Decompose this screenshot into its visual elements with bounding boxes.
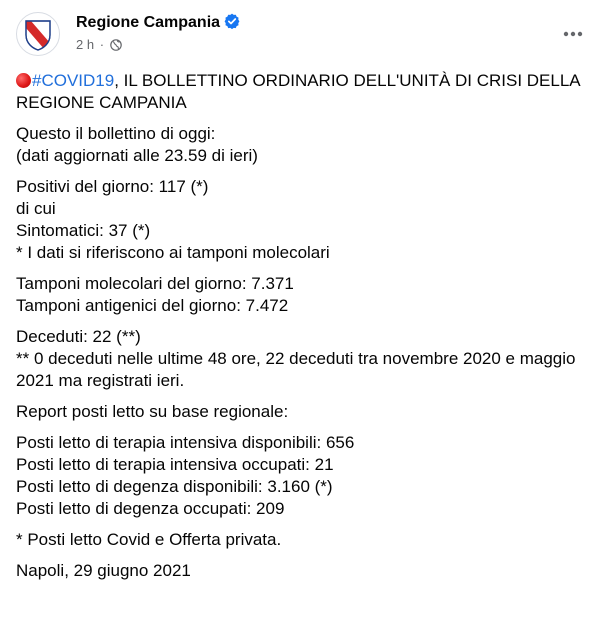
hashtag-link[interactable]: #COVID19 (32, 71, 115, 90)
page-name-text[interactable]: Regione Campania (76, 14, 221, 31)
post-timestamp[interactable]: 2 h (76, 37, 95, 52)
positivi-paragraph (16, 176, 595, 264)
text-line: * I dati si riferiscono ai tamponi molecolari (16, 243, 330, 262)
post-meta (76, 36, 122, 54)
globe-icon[interactable] (110, 39, 122, 51)
text-line: (dati aggiornati alle 23.59 di ieri) (16, 146, 258, 165)
tamponi-paragraph (16, 273, 595, 317)
text-line: Questo il bollettino di oggi: (16, 124, 216, 143)
post-header (16, 12, 591, 56)
campania-coat-of-arms-icon (17, 13, 59, 55)
text-line: Tamponi antigenici del giorno: 7.472 (16, 296, 289, 315)
text-line: * Posti letto Covid e Offerta privata. (16, 530, 282, 549)
text-line: Posti letto di terapia intensiva disponibili: 656 (16, 433, 355, 452)
text-line: Posti letto di terapia intensiva occupati: 21 (16, 455, 334, 474)
avatar[interactable] (16, 12, 60, 56)
text-line: ** 0 deceduti nelle ultime 48 ore, 22 deceduti tra novembre 2020 e maggio 2021 ma registrati ieri. (16, 349, 576, 390)
text-line: di cui (16, 199, 56, 218)
deceduti-paragraph (16, 326, 595, 392)
text-line: Tamponi molecolari del giorno: 7.371 (16, 274, 294, 293)
intro-paragraph (16, 123, 595, 167)
posti-paragraph (16, 432, 595, 520)
text-line: Posti letto di degenza disponibili: 3.160 (*) (16, 477, 333, 496)
text-line: Positivi del giorno: 117 (*) (16, 177, 209, 196)
more-horizontal-icon (563, 31, 583, 37)
post-content (16, 70, 595, 591)
post-headline (16, 70, 595, 114)
text-line: Deceduti: 22 (**) (16, 327, 141, 346)
more-options-button[interactable] (555, 16, 591, 52)
meta-separator: · (99, 37, 105, 52)
verified-badge-icon (224, 13, 240, 29)
page-name[interactable] (76, 12, 240, 34)
note-paragraph (16, 529, 595, 551)
signature-paragraph (16, 560, 595, 582)
report-paragraph (16, 401, 595, 423)
text-line: Napoli, 29 giugno 2021 (16, 561, 191, 580)
text-line: Sintomatici: 37 (*) (16, 221, 151, 240)
red-circle-icon (16, 73, 31, 88)
headline-text: , IL BOLLETTINO ORDINARIO DELL'UNITÀ DI CRISI DELLA REGIONE CAMPANIA (16, 71, 580, 112)
text-line: Posti letto di degenza occupati: 209 (16, 499, 285, 518)
text-line: Report posti letto su base regionale: (16, 402, 289, 421)
